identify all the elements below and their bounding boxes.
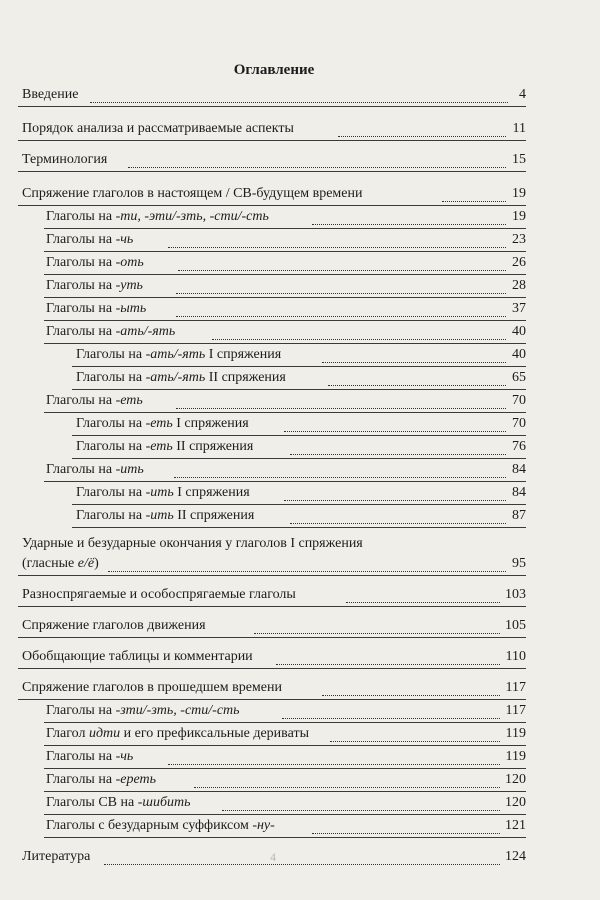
toc-page-number: 95: [512, 556, 526, 571]
toc-entry-title: Глаголы СВ на -шибить: [46, 795, 191, 810]
leader-dots: [442, 201, 506, 202]
toc-page-number: 105: [505, 618, 526, 633]
leader-dots: [338, 136, 506, 137]
toc-page-number: 84: [512, 485, 526, 500]
leader-dots: [284, 431, 506, 432]
toc-page-number: 84: [512, 462, 526, 477]
divider: [18, 668, 526, 669]
toc-entry: [0, 459, 600, 482]
toc-page-number: 11: [512, 121, 526, 136]
toc-page-number: 117: [505, 703, 526, 718]
toc-entry-title: Глаголы на -ать/-ять II спряжения: [76, 370, 286, 385]
toc-entry: [0, 700, 600, 723]
page-title: Оглавление: [233, 62, 315, 78]
page-number: 4: [270, 850, 276, 864]
leader-dots: [104, 864, 500, 865]
toc-page-number: 119: [505, 726, 526, 741]
toc-entry-title: Глаголы на -ать/-ять: [46, 324, 176, 339]
toc-entry-title: Глаголы с безударным суффиксом -ну-: [46, 818, 275, 833]
divider: [18, 106, 526, 107]
leader-dots: [128, 167, 506, 168]
leader-dots: [168, 764, 500, 765]
toc-entry-title: Глаголы на -еть: [46, 393, 143, 408]
toc-entry-title: Глаголы на -ить I спряжения: [76, 485, 250, 500]
leader-dots: [322, 362, 506, 363]
leader-dots: [176, 408, 506, 409]
leader-dots: [346, 602, 500, 603]
toc-page-number: 65: [512, 370, 526, 385]
toc-entry-title-continued: (гласные е/ё): [22, 556, 99, 571]
toc-entry-title: Глаголы на -зти/-зть, -сти/-сть: [46, 703, 240, 718]
toc-entry: [0, 677, 600, 700]
divider: [44, 837, 526, 838]
toc-page-number: 15: [512, 152, 526, 167]
toc-entry-title: Литература: [22, 849, 91, 864]
leader-dots: [212, 339, 506, 340]
toc-list: [0, 84, 600, 869]
divider: [72, 527, 526, 528]
toc-entry-title: Введение: [22, 87, 79, 102]
leader-dots: [290, 523, 506, 524]
toc-page-number: 23: [512, 232, 526, 247]
toc-entry: [0, 298, 600, 321]
toc-entry: [0, 413, 600, 436]
toc-page-number: 4: [519, 87, 526, 102]
toc-page-number: 120: [505, 772, 526, 787]
toc-page-number: 121: [505, 818, 526, 833]
toc-entry: [0, 149, 600, 172]
toc-entry-title: Глаголы на -ить II спряжения: [76, 508, 255, 523]
leader-dots: [284, 500, 506, 501]
toc-page-number: 119: [505, 749, 526, 764]
leader-dots: [330, 741, 500, 742]
leader-dots: [176, 293, 506, 294]
toc-entry: [0, 252, 600, 275]
leader-dots: [222, 810, 500, 811]
toc-page-number: 70: [512, 416, 526, 431]
toc-page-number: 40: [512, 324, 526, 339]
toc-entry-title: Глаголы на -еть I спряжения: [76, 416, 249, 431]
toc-page-number: 76: [512, 439, 526, 454]
divider: [18, 575, 526, 576]
toc-entry-title: Глаголы на -оть: [46, 255, 144, 270]
toc-entry: [0, 482, 600, 505]
toc-entry: [0, 84, 600, 107]
leader-dots: [194, 787, 500, 788]
toc-page-number: 124: [505, 849, 526, 864]
toc-entry: [0, 505, 600, 528]
toc-entry: [0, 436, 600, 459]
toc-entry-title: Обобщающие таблицы и комментарии: [22, 649, 253, 664]
leader-dots: [178, 270, 506, 271]
leader-dots: [328, 385, 506, 386]
toc-page-number: 110: [505, 649, 526, 664]
divider: [18, 171, 526, 172]
divider: [18, 606, 526, 607]
toc-entry: [0, 646, 600, 669]
leader-dots: [108, 571, 506, 572]
toc-entry: [0, 275, 600, 298]
toc-entry: [0, 584, 600, 607]
leader-dots: [168, 247, 506, 248]
leader-dots: [322, 695, 500, 696]
toc-entry: [0, 390, 600, 413]
toc-entry-title: Глаголы на -чь: [46, 232, 134, 247]
toc-entry-title: Спряжение глаголов движения: [22, 618, 206, 633]
leader-dots: [174, 477, 506, 478]
toc-entry: [0, 615, 600, 638]
toc-entry-title: Глаголы на -ить: [46, 462, 144, 477]
toc-page-number: 19: [512, 186, 526, 201]
toc-page-number: 103: [505, 587, 526, 602]
toc-entry: [0, 118, 600, 141]
toc-entry: [0, 815, 600, 838]
toc-entry-title: Глаголы на -уть: [46, 278, 143, 293]
toc-entry: [0, 321, 600, 344]
toc-page-number: 19: [512, 209, 526, 224]
leader-dots: [176, 316, 506, 317]
toc-entry-title: Терминология: [22, 152, 108, 167]
leader-dots: [276, 664, 500, 665]
toc-page-number: 117: [505, 680, 526, 695]
toc-entry: [0, 769, 600, 792]
toc-entry-title: Глаголы на -ать/-ять I спряжения: [76, 347, 282, 362]
toc-page-number: 120: [505, 795, 526, 810]
divider: [18, 637, 526, 638]
toc-page-number: 37: [512, 301, 526, 316]
toc-entry: [0, 723, 600, 746]
leader-dots: [312, 833, 500, 834]
toc-entry-title: Глаголы на -чь: [46, 749, 134, 764]
toc-entry: [0, 367, 600, 390]
toc-entry: [0, 206, 600, 229]
leader-dots: [90, 102, 508, 103]
leader-dots: [290, 454, 506, 455]
divider: [18, 140, 526, 141]
toc-entry: [0, 792, 600, 815]
toc-entry: [0, 746, 600, 769]
toc-entry-title: Спряжение глаголов в прошедшем времени: [22, 680, 282, 695]
toc-entry: [0, 183, 600, 206]
toc-entry-title: Глагол идти и его префиксальные дериваты: [46, 726, 309, 741]
toc-entry-title: Ударные и безударные окончания у глаголов I спряжения: [22, 536, 363, 551]
leader-dots: [282, 718, 500, 719]
toc-entry-title: Глаголы на -ти, -эти/-зть, -сти/-сть: [46, 209, 269, 224]
toc-entry-title: Глаголы на -ыть: [46, 301, 147, 316]
toc-entry: [0, 344, 600, 367]
toc-entry-title: Глаголы на -еть II спряжения: [76, 439, 254, 454]
leader-dots: [254, 633, 500, 634]
toc-page-number: 70: [512, 393, 526, 408]
toc-page-number: 26: [512, 255, 526, 270]
toc-entry-title: Глаголы на -ереть: [46, 772, 156, 787]
toc-entry-title: Порядок анализа и рассматриваемые аспекты: [22, 121, 294, 136]
toc-entry: [0, 846, 600, 869]
toc-entry: [0, 536, 600, 576]
toc-entry: [0, 229, 600, 252]
leader-dots: [312, 224, 506, 225]
toc-page-number: 87: [512, 508, 526, 523]
toc-entry-title: Разноспрягаемые и особоспрягаемые глаголы: [22, 587, 296, 602]
toc-entry-title: Спряжение глаголов в настоящем / СВ-будущем времени: [22, 186, 363, 201]
toc-page-number: 28: [512, 278, 526, 293]
toc-page-number: 40: [512, 347, 526, 362]
